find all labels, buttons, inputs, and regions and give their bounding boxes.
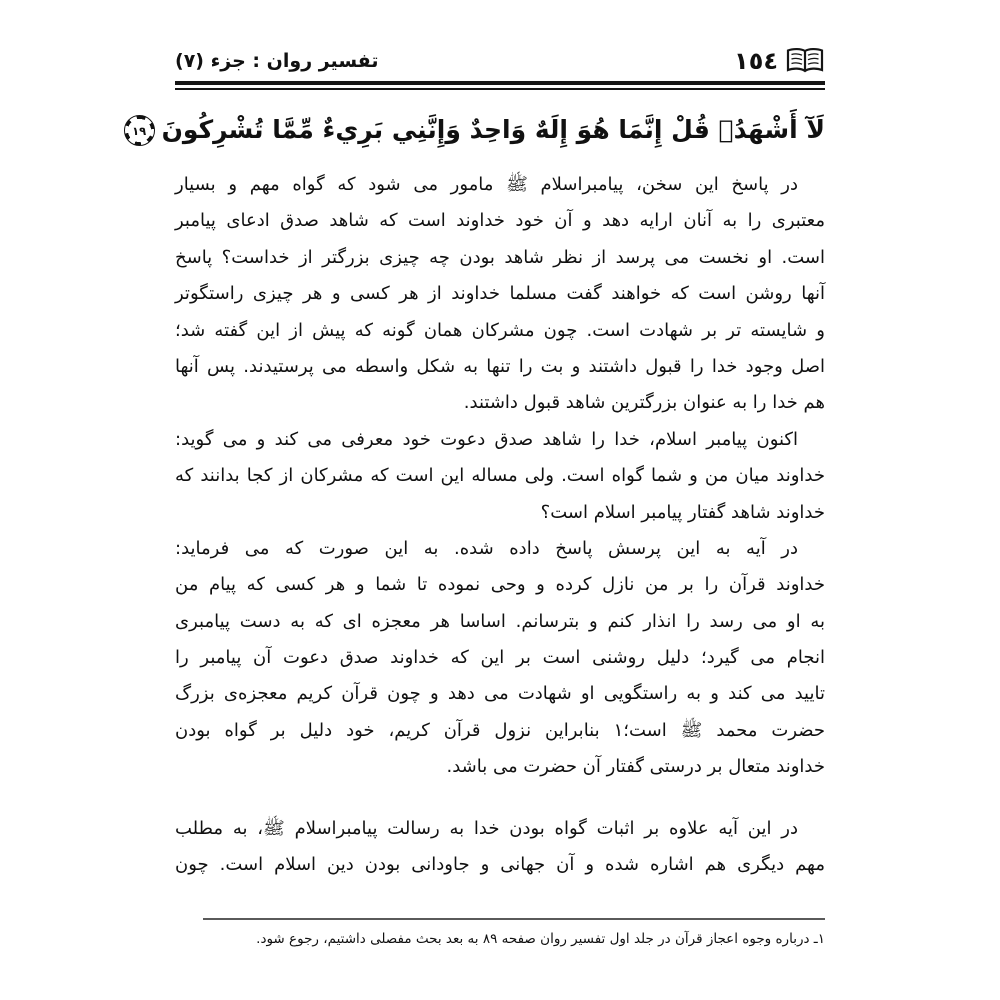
text-line: حضرت محمد ﷺ است؛۱ بنابراین نزول قرآن کریم، خود دلیل بر گواه بودن <box>175 719 825 741</box>
ayah-end-ornament <box>124 115 155 146</box>
body-text <box>175 167 825 883</box>
running-title: تفسیر روان : جزء (۷) <box>175 50 379 72</box>
text-line: و شایسته تر بر شهادت است. چون مشرکان همان گونه که پیش از این گفته شد؛ <box>175 319 825 341</box>
page-header <box>175 44 825 78</box>
header-double-rule <box>175 81 825 90</box>
paragraph <box>175 811 825 884</box>
text-line: آنها روشن است که خواهند گفت مسلما خداوند از هر کسی و هر چیزی راستگوتر <box>175 283 825 305</box>
text-line: معتبری را به آنان ارایه دهد و آن خود خداوند است که شاهد صدق ادعای پیامبر <box>175 210 825 232</box>
paragraph <box>175 531 825 786</box>
verse-text: لَآ أَشْهَدُۚ قُلْ إِنَّمَا هُوَ إِلَهٌ وَاحِدٌ وَإِنَّنِي بَرِيءٌ مِّمَّا تُشْرِكُونَ <box>161 114 825 144</box>
text-line: اصل وجود خدا را قبول داشتند و بت را تنها به شکل واسطه می پرستیدند. پس آنها <box>175 355 825 377</box>
footnote-separator <box>203 918 825 920</box>
page-number: ١٥٤ <box>734 47 778 75</box>
paragraph <box>175 422 825 531</box>
text-line: تایید می کند و به راستگویی او شهادت می دهد و چون قرآن کریم معجزه‌ی بزرگ <box>175 683 825 705</box>
text-line: در آیه به این پرسش پاسخ داده شده. به این صورت که می فرماید: <box>175 537 798 559</box>
text-line: مهم دیگری هم اشاره شده و آن جهانی و جاودانی بودن دین اسلام است. چون <box>175 854 825 876</box>
text-line: انجام می گیرد؛ دلیل روشنی است بر این که خداوند صدق دعوت آن پیامبر را <box>175 647 825 669</box>
text-line: است. او نخست می پرسد از نظر شاهد بودن چه چیزی بزرگتر از خداست؟ پاسخ <box>175 246 825 268</box>
quran-verse <box>132 114 825 147</box>
text-line: در این آیه علاوه بر اثبات گواه بودن خدا به رسالت پیامبراسلام ﷺ، به مطلب <box>175 817 798 839</box>
text-line: خداوند قرآن را بر من نازل کرده و وحی نموده تا شما و هر کسی که پیام من <box>175 574 825 596</box>
page-content <box>132 44 825 949</box>
text-line: به او می رسد را انذار کنم و بترسانم. اساسا هر معجزه ای که به دست پیامبری <box>175 610 825 632</box>
footnote-text: ۱ـ درباره وجوه اعجاز قرآن در جلد اول تفسیر روان صفحه ۸۹ به بعد بحث مفصلی داشتیم، رجوع شود. <box>256 931 825 948</box>
open-book-icon <box>785 46 825 76</box>
ayah-number: ١٩ <box>132 123 147 138</box>
text-line: اکنون پیامبر اسلام، خدا را شاهد صدق دعوت خود معرفی می کند و می گوید: <box>175 428 798 450</box>
text-line: خداوند میان من و شما گواه است. ولی مساله این است که مشرکان از کجا بدانند که <box>175 465 825 487</box>
text-line: هم خدا را به عنوان بزرگترین شاهد قبول داشتند. <box>463 392 825 414</box>
text-line: در پاسخ این سخن، پیامبراسلام ﷺ مامور می شود که گواه مهم و بسیار <box>175 174 798 195</box>
footnote <box>175 929 825 949</box>
paragraph <box>175 167 825 422</box>
text-line: خداوند شاهد گفتار پیامبر اسلام است؟ <box>540 501 825 523</box>
text-line: خداوند متعال بر درستی گفتار آن حضرت می باشد. <box>446 756 825 778</box>
page-number-group <box>734 46 825 76</box>
